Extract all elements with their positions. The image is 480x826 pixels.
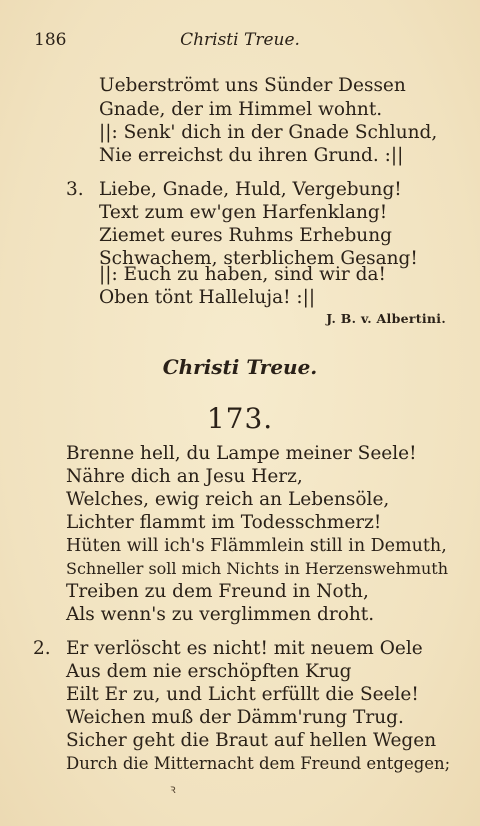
verse-line: Text zum ew'gen Harfenklang! [99,202,388,223]
verse-line: Liebe, Gnade, Huld, Vergebung! [99,179,402,200]
stanza-number: 2. [33,638,51,659]
verse-line: Eilt Er zu, und Licht erfüllt die Seele! [66,684,419,705]
verse-line: Oben tönt Halleluja! :|| [99,287,316,308]
verse-line: Nie erreichst du ihren Grund. :|| [99,145,404,166]
verse-line: Weichen muß der Dämm'rung Trug. [66,707,404,728]
verse-line: Schneller soll mich Nichts in Herzenswehmuth [66,559,449,578]
verse-line: Er verlöscht es nicht! mit neuem Oele [66,638,423,659]
verse-line: Brenne hell, du Lampe meiner Seele! [66,443,417,464]
verse-line: Hüten will ich's Flämmlein still in Demuth, [66,536,447,556]
author-attribution: J. B. v. Albertini. [326,311,446,326]
verse-line: Als wenn's zu verglimmen droht. [66,604,375,625]
verse-line: ||: Euch zu haben, sind wir da! [99,264,386,285]
verse-line: Sicher geht die Braut auf hellen Wegen [66,730,437,751]
verse-line: Nähre dich an Jesu Herz, [66,466,303,487]
verse-line: Aus dem nie erschöpften Krug [66,661,352,682]
verse-line: Schwachem, sterblichem Gesang! [99,248,418,269]
verse-line: ||: Senk' dich in der Gnade Schlund, [99,122,438,143]
verse-line: Durch die Mitternacht dem Freund entgegen; [66,754,451,773]
verse-line: Treiben zu dem Freund in Noth, [66,581,369,602]
page-number: 186 [34,30,67,50]
stanza-number: 3. [66,179,84,200]
hymn-number: 173. [206,402,274,435]
verse-line: Gnade, der im Himmel wohnt. [99,99,383,120]
signature-mark: ꝛ [170,782,176,796]
running-title: Christi Treue. [180,30,300,50]
section-title: Christi Treue. [162,355,318,379]
verse-line: Welches, ewig reich an Lebensöle, [66,489,390,510]
page-header [34,30,446,54]
verse-line: Ueberströmt uns Sünder Dessen [99,75,406,96]
verse-line: Ziemet eures Ruhms Erhebung [99,225,392,246]
verse-line: Lichter flammt im Todesschmerz! [66,512,382,533]
